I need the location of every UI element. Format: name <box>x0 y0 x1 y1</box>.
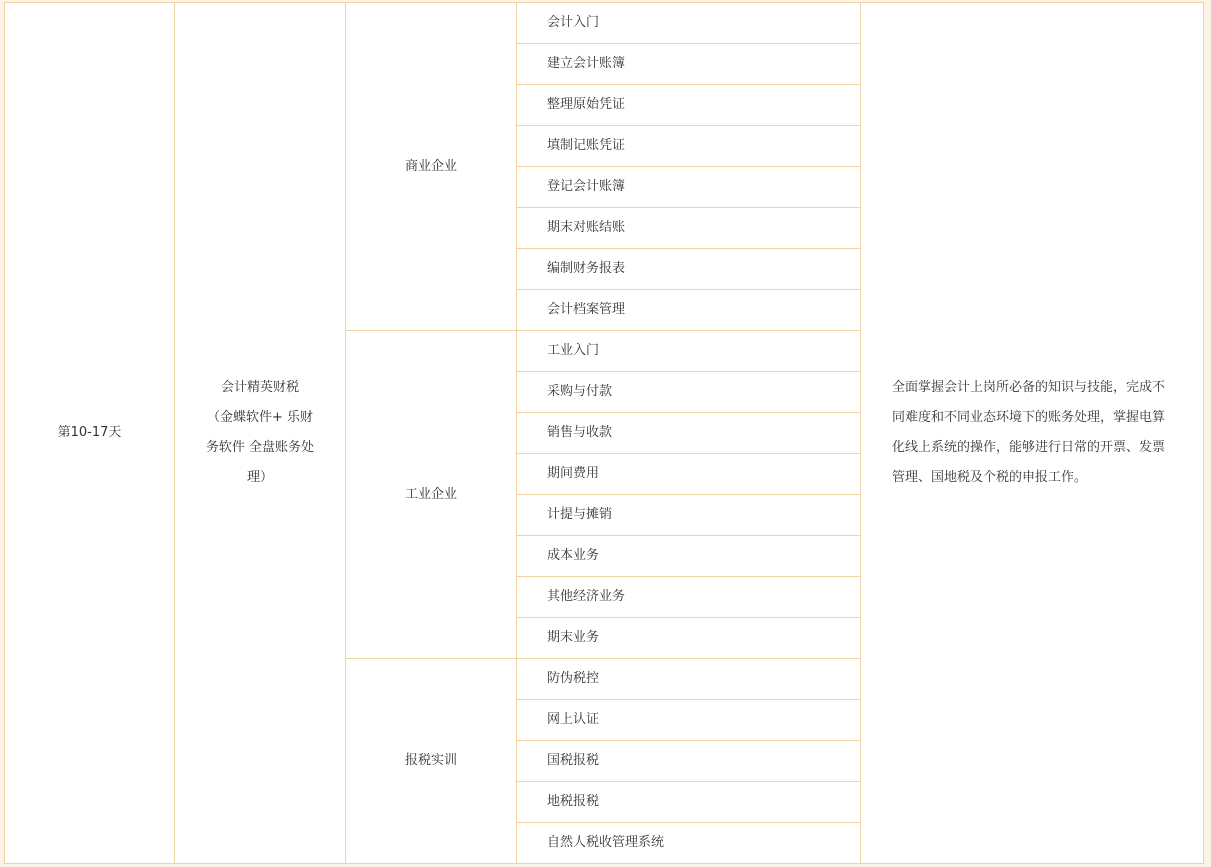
topic-name: 填制记账凭证 <box>547 138 626 153</box>
course-cell <box>175 3 346 864</box>
day-range-cell <box>5 3 175 864</box>
topic-cell <box>517 3 861 44</box>
topic-name: 自然人税收管理系统 <box>547 835 665 850</box>
table-row <box>5 3 1204 44</box>
topic-cell <box>517 249 861 290</box>
curriculum-table <box>4 2 1204 864</box>
topic-name: 整理原始凭证 <box>547 97 626 112</box>
topic-cell <box>517 495 861 536</box>
topic-name: 建立会计账簿 <box>547 56 626 71</box>
topic-name: 防伪税控 <box>547 671 600 686</box>
topic-cell <box>517 413 861 454</box>
topic-cell <box>517 290 861 331</box>
topic-name: 国税报税 <box>547 753 600 768</box>
topic-cell <box>517 782 861 823</box>
topic-name: 成本业务 <box>547 548 600 563</box>
topic-cell <box>517 577 861 618</box>
topic-name: 销售与收款 <box>547 425 613 440</box>
topic-name: 采购与付款 <box>547 384 613 399</box>
module-cell <box>346 3 517 331</box>
module-name: 商业企业 <box>404 158 457 174</box>
course-detail: （金蝶软件+ 乐财务软件 全盘账务处理） <box>205 410 315 485</box>
topic-name: 期间费用 <box>547 466 600 481</box>
topic-cell <box>517 167 861 208</box>
topic-cell <box>517 331 861 372</box>
curriculum-table-body <box>5 3 1204 864</box>
topic-name: 登记会计账簿 <box>547 179 626 194</box>
topic-cell <box>517 741 861 782</box>
topic-cell <box>517 536 861 577</box>
topic-name: 会计档案管理 <box>547 302 626 317</box>
topic-name: 网上认证 <box>547 712 600 727</box>
module-cell <box>346 659 517 864</box>
module-name: 报税实训 <box>404 753 457 768</box>
course-text <box>175 373 345 493</box>
topic-name: 期末业务 <box>547 630 600 645</box>
topic-name: 期末对账结账 <box>547 220 626 235</box>
module-cell <box>346 331 517 659</box>
topic-name: 其他经济业务 <box>547 589 626 604</box>
topic-name: 工业入门 <box>547 343 600 358</box>
topic-cell <box>517 618 861 659</box>
topic-name: 计提与摊销 <box>547 507 613 522</box>
topic-cell <box>517 85 861 126</box>
topic-cell <box>517 700 861 741</box>
topic-cell <box>517 454 861 495</box>
module-name: 工业企业 <box>404 486 457 502</box>
topic-cell <box>517 823 861 864</box>
topic-cell <box>517 126 861 167</box>
topic-cell <box>517 659 861 700</box>
day-range: 第10-17天 <box>57 425 122 440</box>
topic-cell <box>517 44 861 85</box>
topic-cell <box>517 372 861 413</box>
course-title: 会计精英财税 <box>220 380 299 395</box>
learning-goal-cell <box>861 3 1204 864</box>
topic-name: 会计入门 <box>547 15 600 30</box>
topic-name: 地税报税 <box>547 794 600 809</box>
topic-name: 编制财务报表 <box>547 261 626 276</box>
curriculum-table-wrapper <box>4 2 1204 864</box>
topic-cell <box>517 208 861 249</box>
learning-goal: 全面掌握会计上岗所必备的知识与技能，完成不同难度和不同业态环境下的账务处理，掌握电算化线上系统的操作，能够进行日常的开票、发票管理、国地税及个税的申报工作。 <box>892 380 1166 485</box>
